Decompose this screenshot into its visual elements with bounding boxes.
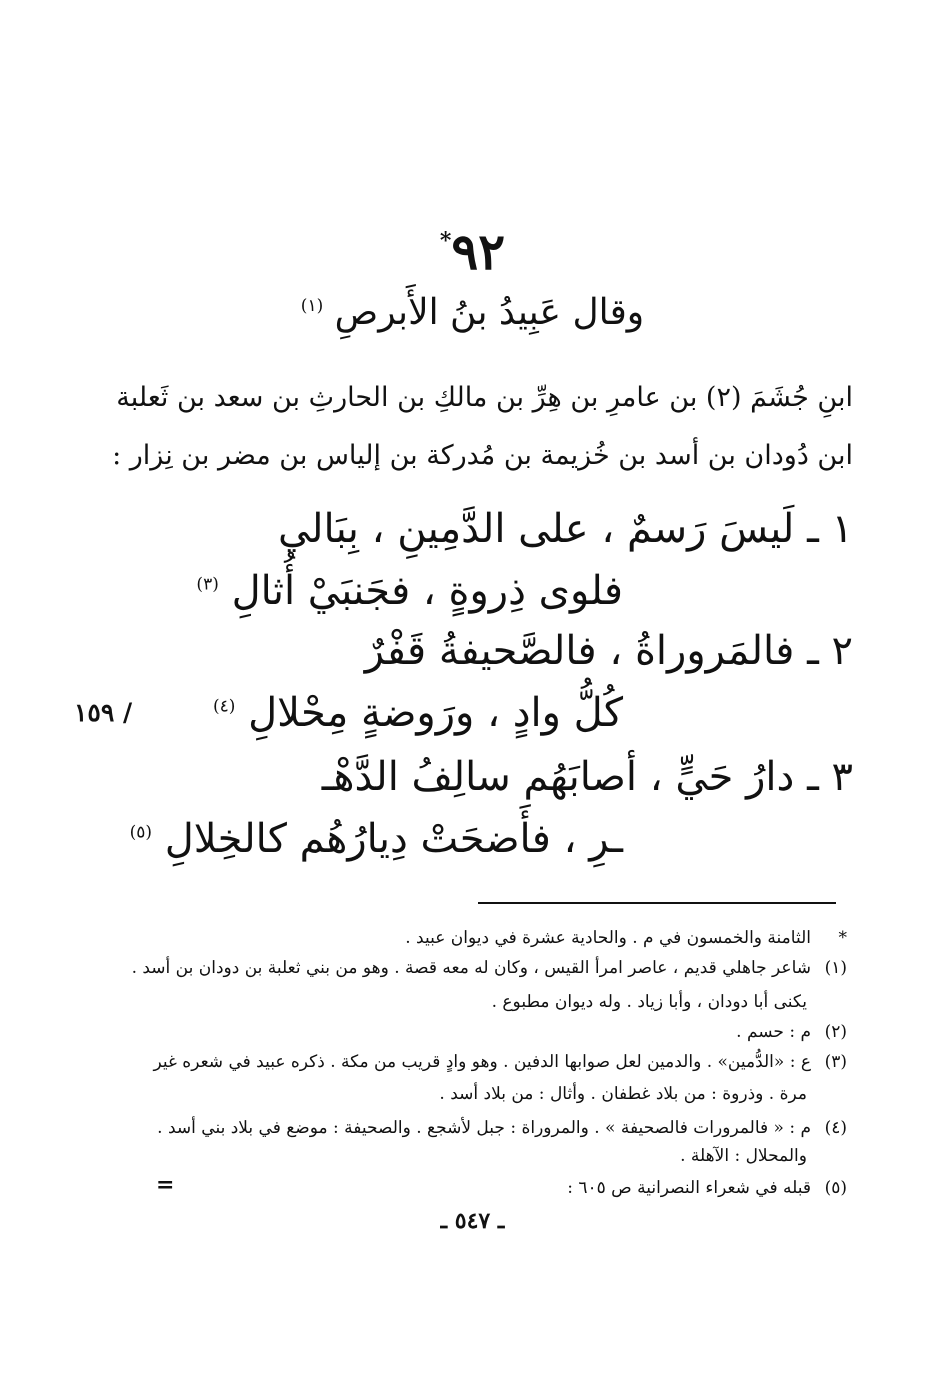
footnote-star — [405, 928, 847, 948]
footnote-3 — [154, 1052, 848, 1072]
lineage-line-1: ابنِ جُشَمَ (٢) بن عامرِ بن هِرِّ بن مالكِ بن الحارثِ بن سعد بن ثَعلبة — [116, 382, 853, 413]
lineage-line-2: ابن دُودان بن أسد بن خُزيمة بن مُدركة بن إلياس بن مضر بن نِزار : — [112, 440, 853, 471]
footnote-5 — [567, 1178, 847, 1198]
footnote-4 — [157, 1118, 847, 1138]
footnote-1-line-2: يكنى أبا دودان ، وأبا زياد . وله ديوان مطبوع . — [491, 992, 807, 1012]
footnote-star-text: الثامنة والخمسون في م . والحادية عشرة في ديوان عبيد . — [405, 928, 811, 948]
continuation-mark: = — [156, 1172, 175, 1198]
verse-1-footnote-ref: (٣) — [196, 574, 219, 595]
poem-title — [0, 292, 945, 333]
footnote-divider — [478, 902, 836, 904]
verse-3-second-hemistich — [130, 816, 623, 862]
poem-number-star: * — [439, 228, 452, 254]
verse-3-first-hemistich: ٣ ـ دارُ حَيٍّ ، أصابَهُم سالِفُ الدَّهْـ — [321, 754, 853, 800]
footnote-1-mark: (١) — [824, 958, 847, 978]
footnote-2-mark: (٢) — [824, 1022, 847, 1042]
footnote-1 — [132, 958, 847, 978]
footnote-star-mark: * — [838, 928, 847, 948]
verse-1-first-hemistich: ١ ـ لَيسَ رَسمٌ ، على الدَّمِينِ ، بِبَالي — [277, 506, 853, 552]
footnote-3-line-2: مرة . وذروة : من بلاد غطفان . وأثال : من بلاد أسد . — [439, 1084, 807, 1104]
verse-2-second-hemistich — [213, 690, 623, 736]
footnote-2 — [736, 1022, 847, 1042]
footnote-3-mark: (٣) — [824, 1052, 847, 1072]
footnote-5-text: قبله في شعراء النصرانية ص ٦٠٥ : — [567, 1178, 811, 1198]
verse-3-footnote-ref: (٥) — [129, 822, 153, 843]
verse-1-second-hemistich — [196, 568, 623, 614]
title-footnote-ref: (١) — [300, 296, 324, 316]
verse-2-first-hemistich: ٢ ـ فالمَروراةُ ، فالصَّحيفةُ قَفْرٌ — [364, 628, 853, 674]
verse-2-footnote-ref: (٤) — [212, 696, 236, 717]
footnote-4-line-2: والمحلال : الآهلة . — [680, 1146, 807, 1166]
footnote-3-line-1: ع : «الدُّمين» . والدمين لعل صوابها الدفين . وهو وادٍ قريب من مكة . ذكره عبيد في شعره غير — [153, 1052, 811, 1072]
verse-2-second-text: كُلُّ وادٍ ، ورَوضةٍ مِحْلالِ — [248, 690, 623, 736]
page-number: ـ ٥٤٧ ـ — [440, 1208, 505, 1234]
footnote-4-mark: (٤) — [824, 1118, 847, 1138]
verse-3-second-text: ـرِ ، فأَضحَتْ دِيارُهُم كالخِلالِ — [164, 816, 623, 862]
poem-title-text: وقال عَبِيدُ بنُ الأَبرصِ — [334, 292, 645, 333]
footnote-5-mark: (٥) — [824, 1178, 847, 1198]
footnote-2-text: م : حسم . — [736, 1022, 811, 1042]
poem-number — [0, 222, 945, 281]
margin-page-reference: / ١٥٩ — [74, 698, 133, 727]
poem-number-text: ٩٢ — [451, 222, 506, 281]
footnote-4-line-1: م : « فالمرورات فالصحيفة » . والمروراة : جبل لأشجع . والصحيفة : موضع في بلاد بني أسد . — [157, 1118, 811, 1138]
verse-1-second-text: فلوى ذِروةٍ ، فجَنبَيْ أُثالِ — [231, 568, 623, 614]
footnote-1-line-1: شاعر جاهلي قديم ، عاصر امرأ القيس ، وكان له معه قصة . وهو من بني ثعلبة بن دودان بن أسد . — [131, 958, 811, 978]
